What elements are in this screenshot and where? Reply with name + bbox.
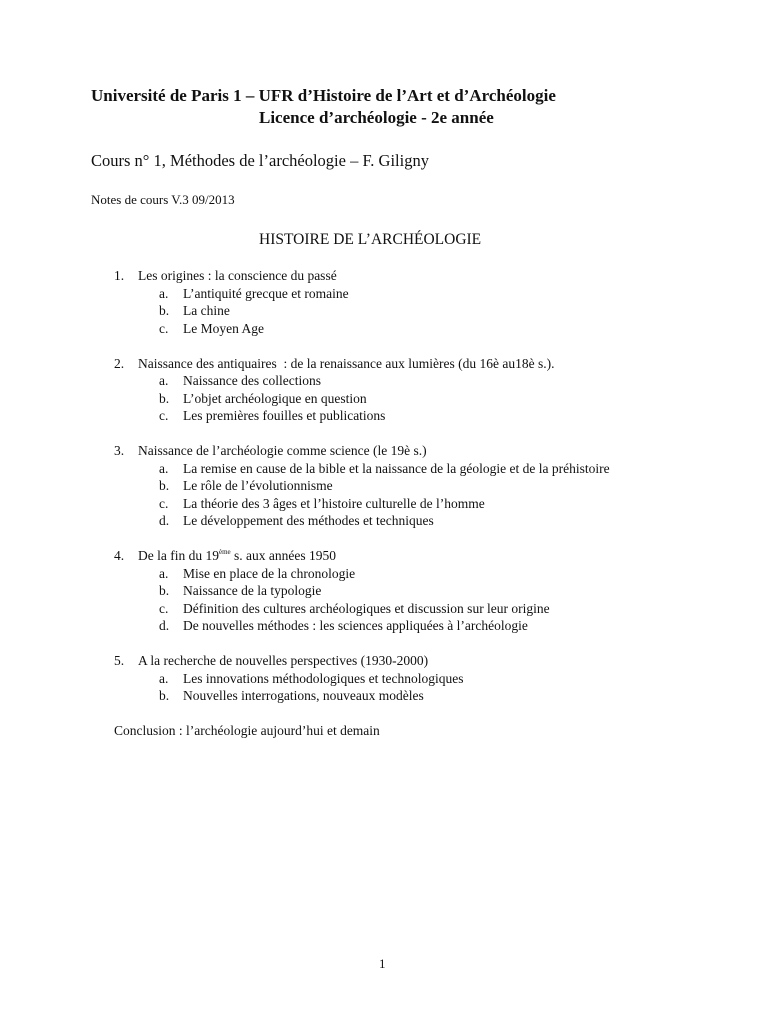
course-title: Cours n° 1, Méthodes de l’archéologie – F. Giligny [91,151,429,170]
item-letter: d. [159,618,170,633]
section-title: HISTOIRE DE L’ARCHÉOLOGIE [259,231,482,248]
part-number: 4. [114,548,125,563]
outline-part-4 [114,547,610,635]
item-letter: a. [159,285,169,301]
item-text: Naissance des collections [183,373,321,388]
item-letter: b. [159,583,170,598]
list-item [114,320,610,338]
item-letter: b. [159,688,170,703]
outline-part-2 [114,355,610,425]
item-letter: b. [159,478,170,493]
part-number: 3. [114,443,125,458]
list-item [114,582,610,600]
list-item [114,390,610,408]
list-item [114,687,610,705]
item-text: Naissance de la typologie [183,583,322,598]
part-heading [114,267,610,285]
list-item [114,477,610,495]
notes-version: Notes de cours V.3 09/2013 [91,192,235,207]
list-item [114,285,610,303]
list-item [114,565,610,583]
list-item [114,372,610,390]
list-item [114,617,610,635]
university-header: Université de Paris 1 – UFR d’Histoire de l’Art et d’Archéologie [91,86,556,105]
item-text: Les innovations méthodologiques et technologiques [183,670,464,686]
item-letter: a. [159,670,169,686]
item-text: La théorie des 3 âges et l’histoire culturelle de l’homme [183,495,485,511]
item-text: Le rôle de l’évolutionnisme [183,478,333,493]
part-number: 1. [114,268,125,283]
list-item [114,495,610,513]
item-letter: a. [159,373,169,388]
degree-header: Licence d’archéologie - 2e année [259,108,494,127]
part-number: 5. [114,653,125,668]
item-letter: c. [159,600,169,616]
item-letter: b. [159,390,170,406]
item-text: Mise en place de la chronologie [183,565,356,581]
item-text: De nouvelles méthodes : les sciences appliquées à l’archéologie [183,618,528,633]
part-title: Les origines : la conscience du passé [138,268,337,283]
conclusion: Conclusion : l’archéologie aujourd’hui et demain [114,723,380,738]
part-heading [114,547,610,565]
page-number: 1 [379,956,386,971]
item-letter: c. [159,495,169,511]
part-heading [114,355,610,373]
course-outline [114,267,610,740]
superscript-ordinal: ème [218,548,231,556]
item-letter: a. [159,565,169,581]
part-heading [114,442,610,460]
item-letter: c. [159,408,169,423]
part-title: Naissance de l’archéologie comme science (le 19è s.) [138,443,427,458]
part-title: A la recherche de nouvelles perspectives (1930-2000) [138,653,429,668]
part-title-suffix: s. aux années 1950 [230,548,337,563]
part-heading [114,652,610,670]
list-item [114,302,610,320]
item-letter: c. [159,320,169,336]
outline-part-1 [114,267,610,337]
item-text: La chine [183,303,230,318]
item-text: Le développement des méthodes et techniques [183,513,434,528]
item-text: Le Moyen Age [183,320,264,336]
part-title [138,547,336,565]
item-text: L’antiquité grecque et romaine [183,285,349,301]
item-letter: b. [159,303,170,318]
outline-part-5 [114,652,610,705]
item-text: Les premières fouilles et publications [183,408,386,423]
list-item [114,600,610,618]
list-item [114,407,610,425]
item-text: La remise en cause de la bible et la naissance de la géologie et de la préhistoire [183,460,610,476]
item-text: Définition des cultures archéologiques et discussion sur leur origine [183,600,550,616]
part-title-prefix: De la fin du 19 [138,548,219,563]
list-item [114,670,610,688]
part-title: Naissance des antiquaires : de la renaissance aux lumières (du 16è au18è s.). [138,355,555,371]
part-number: 2. [114,355,125,371]
list-item [114,512,610,530]
item-letter: d. [159,513,170,528]
list-item [114,460,610,478]
item-text: Nouvelles interrogations, nouveaux modèles [183,688,424,703]
outline-part-3 [114,442,610,530]
item-letter: a. [159,460,169,476]
item-text: L’objet archéologique en question [183,390,367,406]
